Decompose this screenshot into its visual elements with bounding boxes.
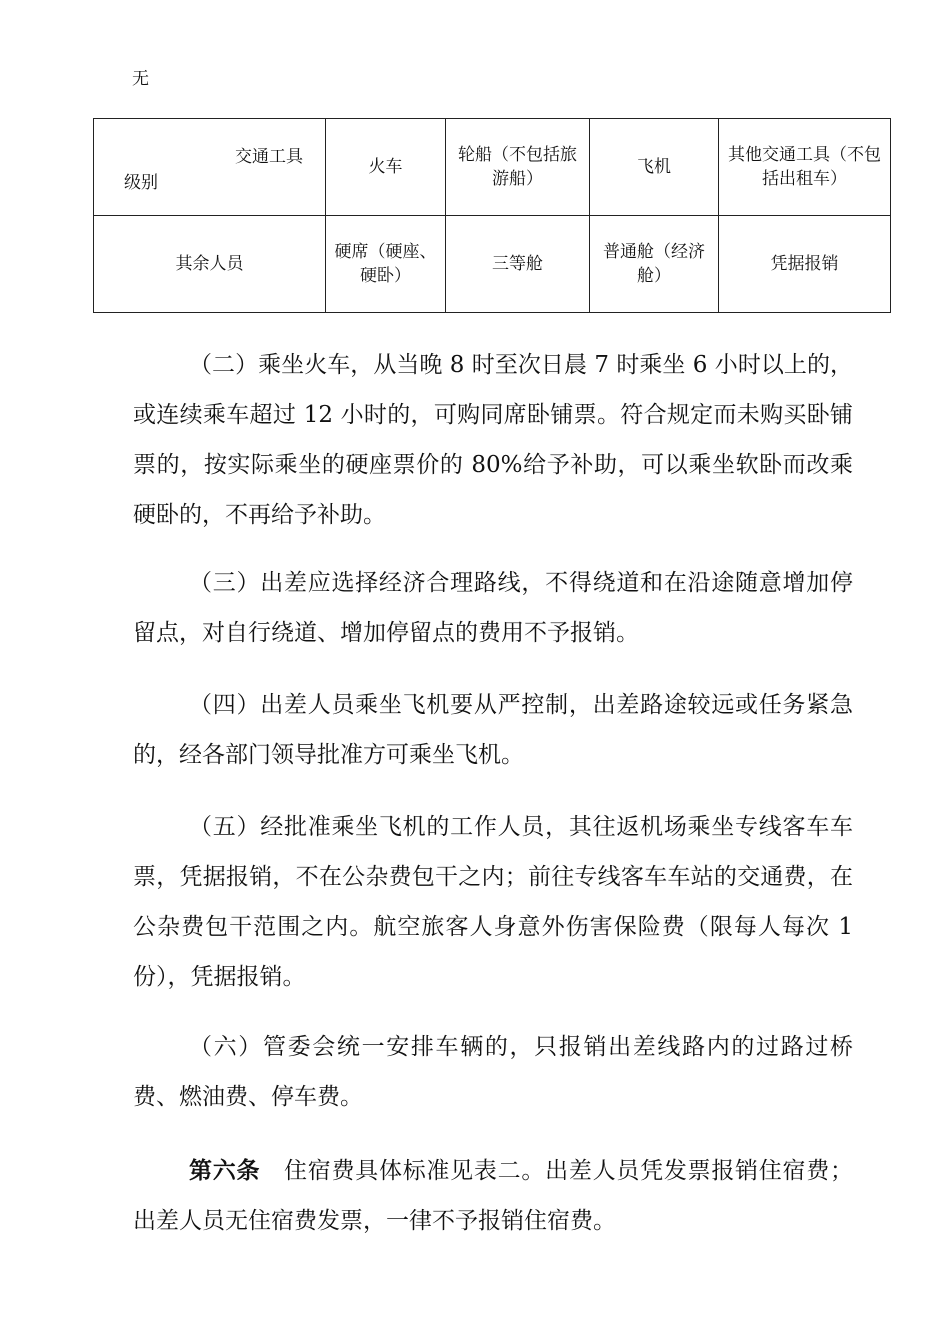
paragraph-5: （五）经批准乘坐飞机的工作人员，其往返机场乘坐专线客车车票，凭据报销，不在公杂费包干之内；前往专线客车车站的交通费，在公杂费包干范围之内。航空旅客人身意外伤害保险费（限每人每次 1 份），凭据报销。 (133, 814, 853, 990)
table-row (94, 216, 891, 313)
top-note: 无 (132, 69, 149, 89)
paragraph-3: （三）出差应选择经济合理路线，不得绕道和在沿途随意增加停留点，对自行绕道、增加停留点的费用不予报销。 (133, 570, 853, 646)
article-6-paragraph (133, 1146, 853, 1246)
paragraph-4: （四）出差人员乘坐飞机要从严控制，出差路途较远或任务紧急的，经各部门领导批准方可乘坐飞机。 (133, 692, 853, 768)
column-header-plane: 飞机 (590, 119, 719, 216)
table-cell-ship: 三等舱 (446, 216, 590, 313)
column-header-train: 火车 (326, 119, 446, 216)
table-header-row (94, 119, 891, 216)
row-level-label: 其余人员 (94, 216, 326, 313)
article-6-label: 第六条 (189, 1157, 261, 1184)
diagonal-header-bottom: 级别 (124, 173, 158, 193)
diagonal-header-top: 交通工具 (235, 147, 303, 167)
paragraph-2: （二）乘坐火车，从当晚 8 时至次日晨 7 时乘坐 6 小时以上的，或连续乘车超过 12 小时的，可购同席卧铺票。符合规定而未购买卧铺票的，按实际乘坐的硬座票价的 80%给予补助，可以乘坐软卧而改乘硬卧的，不再给予补助。 (133, 352, 853, 528)
diagonal-header-cell (94, 119, 326, 216)
transport-standard-table (93, 118, 891, 313)
paragraph-6: （六）管委会统一安排车辆的，只报销出差线路内的过路过桥费、燃油费、停车费。 (133, 1034, 853, 1110)
table-cell-other: 凭据报销 (719, 216, 891, 313)
column-header-other: 其他交通工具（不包括出租车） (719, 119, 891, 216)
column-header-ship: 轮船（不包括旅游船） (446, 119, 590, 216)
table-cell-train: 硬席（硬座、硬卧） (326, 216, 446, 313)
article-6-text: 住宿费具体标准见表二。出差人员凭发票报销住宿费；出差人员无住宿费发票，一律不予报销住宿费。 (133, 1158, 854, 1234)
table-cell-plane: 普通舱（经济舱） (590, 216, 719, 313)
